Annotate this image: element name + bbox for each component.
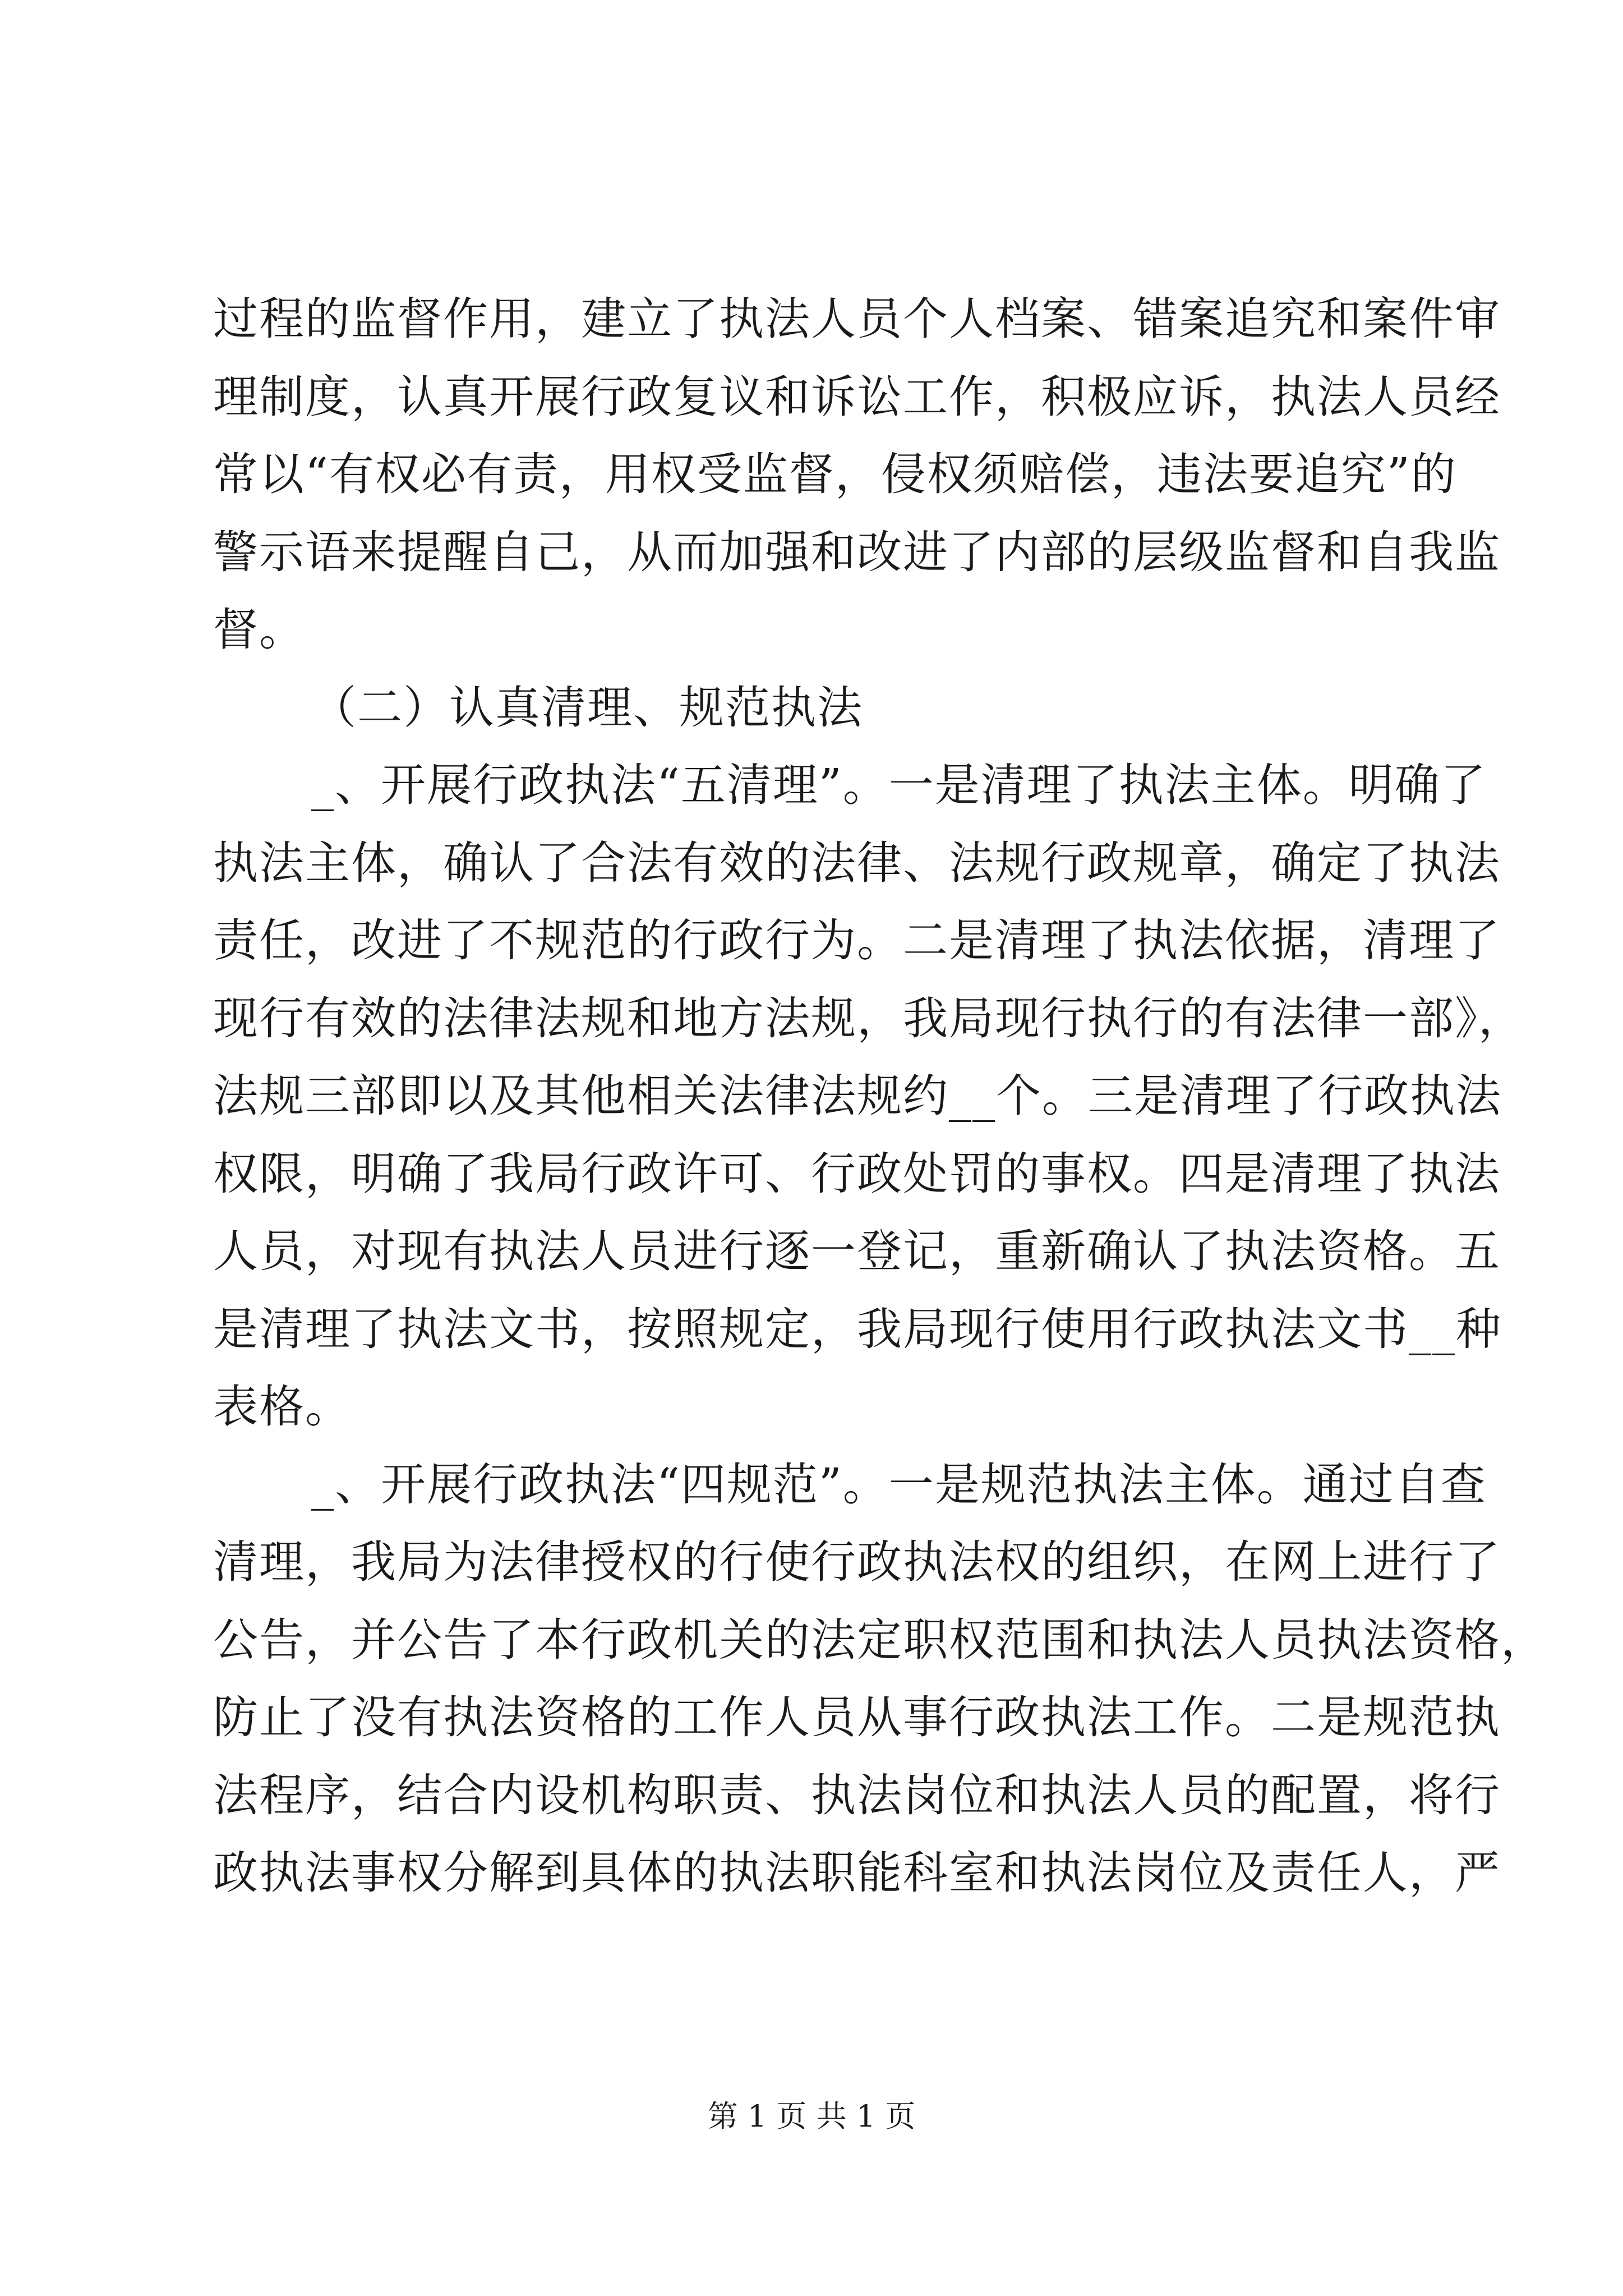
text-line: 过程的监督作用，建立了执法人员个人档案、错案追究和案件审	[213, 293, 1501, 345]
text-line: 警示语来提醒自己，从而加强和改进了内部的层级监督和自我监	[213, 526, 1501, 578]
section-heading: （二）认真清理、规范执法	[311, 681, 863, 734]
text-line: _、开展行政执法“四规范”。一是规范执法主体。通过自查	[311, 1458, 1487, 1511]
text-line: 理制度，认真开展行政复议和诉讼工作，积极应诉，执法人员经	[213, 370, 1501, 423]
document-body	[213, 280, 1547, 1912]
text-line: 是清理了执法文书，按照规定，我局现行使用行政执法文书__种	[213, 1303, 1502, 1355]
text-line: _、开展行政执法“五清理”。一是清理了执法主体。明确了	[311, 759, 1487, 811]
text-line: 法规三部即以及其他相关法律法规约__个。三是清理了行政执法	[213, 1070, 1502, 1122]
text-line: 防止了没有执法资格的工作人员从事行政执法工作。二是规范执	[213, 1691, 1501, 1743]
text-line: 督。	[213, 604, 305, 656]
text-line: 表格。	[213, 1381, 351, 1433]
text-line: 现行有效的法律法规和地方法规，我局现行执行的有法律一部》，	[213, 992, 1524, 1045]
text-line: 执法主体，确认了合法有效的法律、法规行政规章，确定了执法	[213, 836, 1501, 889]
page-footer: 第 1 页 共 1 页	[707, 2099, 916, 2134]
text-line: 人员，对现有执法人员进行逐一登记，重新确认了执法资格。五	[213, 1225, 1501, 1277]
text-line: 法程序，结合内设机构职责、执法岗位和执法人员的配置，将行	[213, 1769, 1501, 1821]
text-line: 责任，改进了不规范的行政行为。二是清理了执法依据，清理了	[213, 914, 1501, 967]
text-line: 公告，并公告了本行政机关的法定职权范围和执法人员执法资格，	[213, 1613, 1547, 1666]
text-line: 清理，我局为法律授权的行使行政执法权的组织，在网上进行了	[213, 1536, 1501, 1588]
text-line: 权限，明确了我局行政许可、行政处罚的事权。四是清理了执法	[213, 1147, 1501, 1200]
text-line: 常以“有权必有责，用权受监督，侵权须赔偿，违法要追究”的	[213, 448, 1457, 500]
text-line: 政执法事权分解到具体的执法职能科室和执法岗位及责任人，严	[213, 1847, 1501, 1899]
